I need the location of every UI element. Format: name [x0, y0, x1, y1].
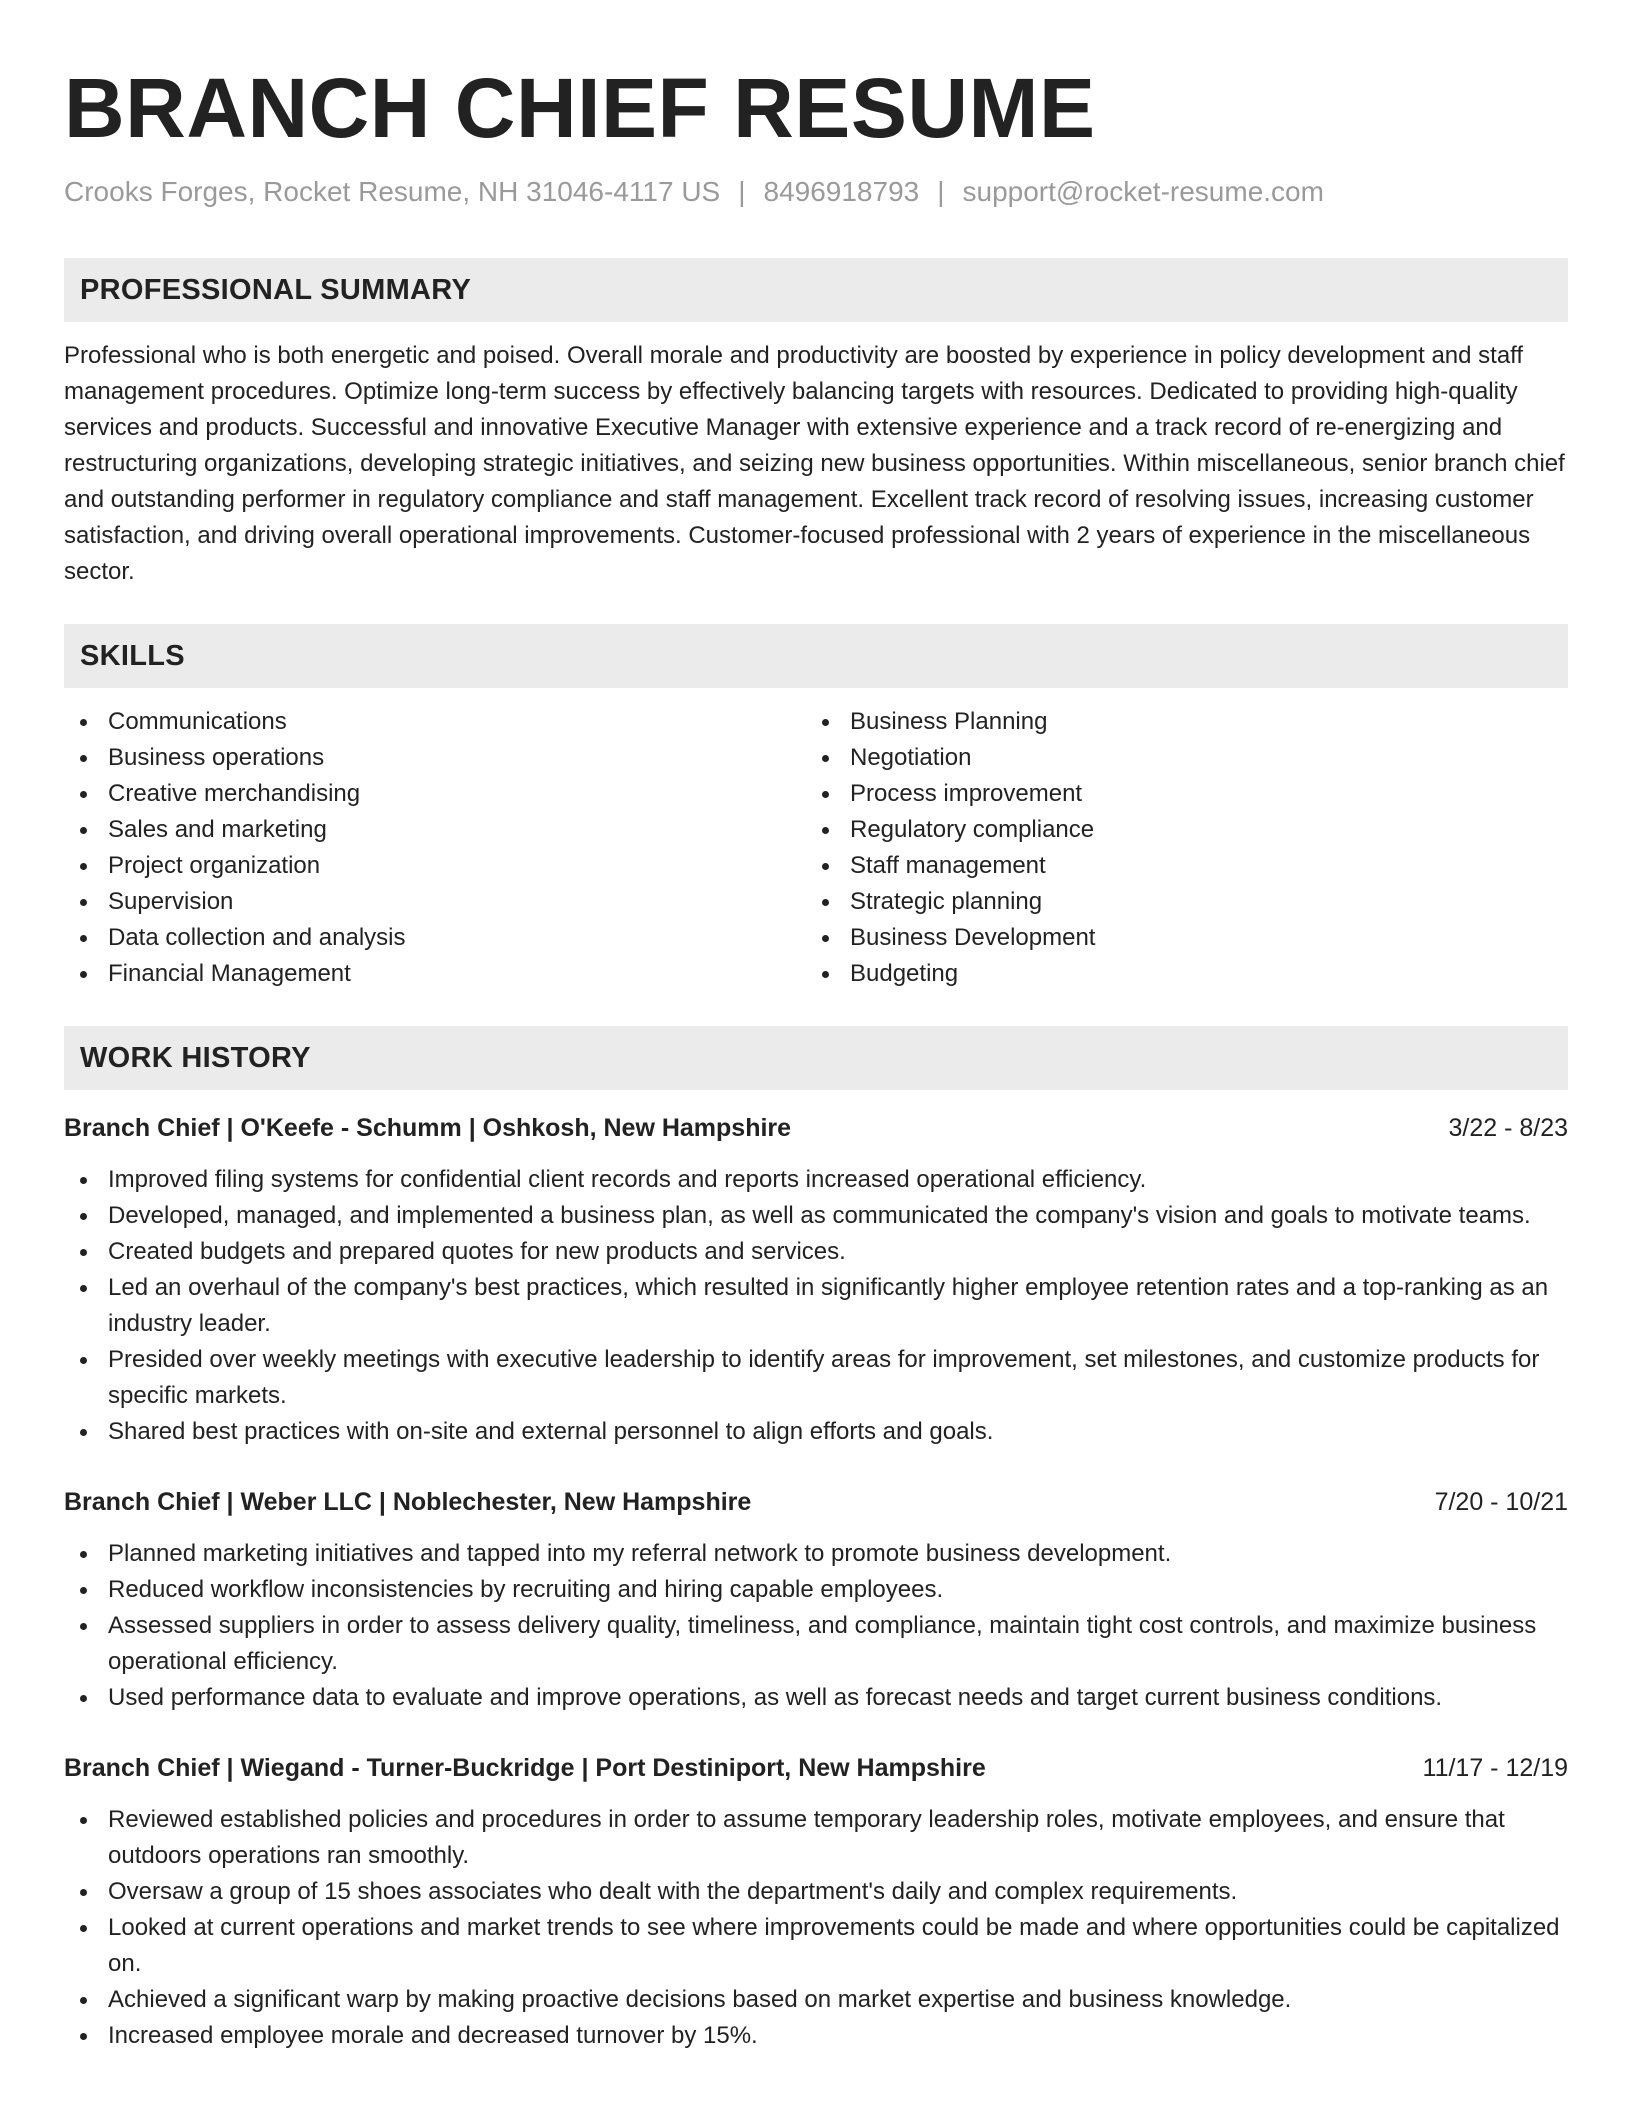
- summary-heading: PROFESSIONAL SUMMARY: [64, 258, 1568, 322]
- job-bullets: [64, 1162, 1568, 1450]
- job-bullet: Presided over weekly meetings with executive leadership to identify areas for improvement, set milestones, and customize products for specific markets.: [64, 1342, 1568, 1414]
- job-title: Branch Chief | Wiegand - Turner-Buckridge | Port Destiniport, New Hampshire: [64, 1754, 986, 1782]
- skill-item: Sales and marketing: [64, 812, 806, 848]
- skill-item: Strategic planning: [806, 884, 1548, 920]
- skills-column-left: [64, 704, 806, 992]
- skill-item: Project organization: [64, 848, 806, 884]
- skill-item: Financial Management: [64, 956, 806, 992]
- skill-item: Data collection and analysis: [64, 920, 806, 956]
- job-bullet: Planned marketing initiatives and tapped into my referral network to promote business development.: [64, 1536, 1568, 1572]
- job-bullet: Led an overhaul of the company's best practices, which resulted in significantly higher employee retention rates and a top-ranking as an industry leader.: [64, 1270, 1568, 1342]
- resume-title: BRANCH CHIEF RESUME: [64, 61, 1096, 155]
- skill-item: Business operations: [64, 740, 806, 776]
- job-bullet: Improved filing systems for confidential client records and reports increased operational efficiency.: [64, 1162, 1568, 1198]
- job-header: [64, 1110, 1568, 1146]
- work-history-heading: WORK HISTORY: [64, 1026, 1568, 1090]
- job-bullet: Oversaw a group of 15 shoes associates who dealt with the department's daily and complex requirements.: [64, 1874, 1568, 1910]
- job-header: [64, 1750, 1568, 1786]
- job-title: Branch Chief | Weber LLC | Noblechester, New Hampshire: [64, 1488, 752, 1516]
- skills-heading: SKILLS: [64, 624, 1568, 688]
- skill-item: Creative merchandising: [64, 776, 806, 812]
- job-bullet: Reviewed established policies and procedures in order to assume temporary leadership roles, motivate employees, and ensure that outdoors operations ran smoothly.: [64, 1802, 1568, 1874]
- contact-phone: 8496918793: [763, 176, 920, 207]
- job-dates: 7/20 - 10/21: [1434, 1488, 1568, 1516]
- skills-list: [64, 704, 1568, 992]
- work-history-list: [64, 1110, 1568, 2054]
- summary-text: Professional who is both energetic and poised. Overall morale and productivity are boosted by experience in policy development and staff management procedures. Optimize long-term success by effectively balancing targets with resources. Dedicated to providing high-quality services and products. Successful and innovative Executive Manager with extensive experience and a track record of re-energizing and restructuring organizations, developing strategic initiatives, and seizing new business opportunities. Within miscellaneous, senior branch chief and outstanding performer in regulatory compliance and staff management. Excellent track record of resolving issues, increasing customer satisfaction, and driving overall operational improvements. Customer-focused professional with 2 years of experience in the miscellaneous sector.: [64, 342, 1565, 585]
- skill-item: Business Planning: [806, 704, 1548, 740]
- job-bullet: Increased employee morale and decreased turnover by 15%.: [64, 2018, 1568, 2054]
- job-entry: [64, 1750, 1568, 2054]
- job-bullet: Achieved a significant warp by making proactive decisions based on market expertise and business knowledge.: [64, 1982, 1568, 2018]
- skill-item: Process improvement: [806, 776, 1548, 812]
- skill-item: Negotiation: [806, 740, 1548, 776]
- skill-item: Budgeting: [806, 956, 1548, 992]
- contact-email: support@rocket-resume.com: [962, 176, 1324, 207]
- job-entry: [64, 1484, 1568, 1716]
- job-bullets: [64, 1802, 1568, 2054]
- job-entry: [64, 1110, 1568, 1450]
- skills-column-right: [806, 704, 1548, 992]
- skill-item: Regulatory compliance: [806, 812, 1548, 848]
- job-dates: 3/22 - 8/23: [1448, 1114, 1568, 1142]
- contact-separator: |: [937, 176, 945, 207]
- skill-item: Communications: [64, 704, 806, 740]
- job-bullet: Created budgets and prepared quotes for new products and services.: [64, 1234, 1568, 1270]
- job-bullet: Reduced workflow inconsistencies by recruiting and hiring capable employees.: [64, 1572, 1568, 1608]
- skill-item: Supervision: [64, 884, 806, 920]
- job-header: [64, 1484, 1568, 1520]
- job-bullet: Looked at current operations and market trends to see where improvements could be made and where opportunities could be capitalized on.: [64, 1910, 1568, 1982]
- skill-item: Staff management: [806, 848, 1548, 884]
- job-bullet: Shared best practices with on-site and external personnel to align efforts and goals.: [64, 1414, 1568, 1450]
- contact-line: [64, 174, 1568, 210]
- contact-separator: |: [738, 176, 746, 207]
- job-bullet: Used performance data to evaluate and improve operations, as well as forecast needs and target current business conditions.: [64, 1680, 1568, 1716]
- job-bullet: Assessed suppliers in order to assess delivery quality, timeliness, and compliance, maintain tight cost controls, and maximize business operational efficiency.: [64, 1608, 1568, 1680]
- contact-address: Crooks Forges, Rocket Resume, NH 31046-4117 US: [64, 176, 721, 207]
- job-bullet: Developed, managed, and implemented a business plan, as well as communicated the company's vision and goals to motivate teams.: [64, 1198, 1568, 1234]
- job-dates: 11/17 - 12/19: [1422, 1754, 1568, 1782]
- job-bullets: [64, 1536, 1568, 1716]
- skill-item: Business Development: [806, 920, 1548, 956]
- job-title: Branch Chief | O'Keefe - Schumm | Oshkosh, New Hampshire: [64, 1114, 792, 1142]
